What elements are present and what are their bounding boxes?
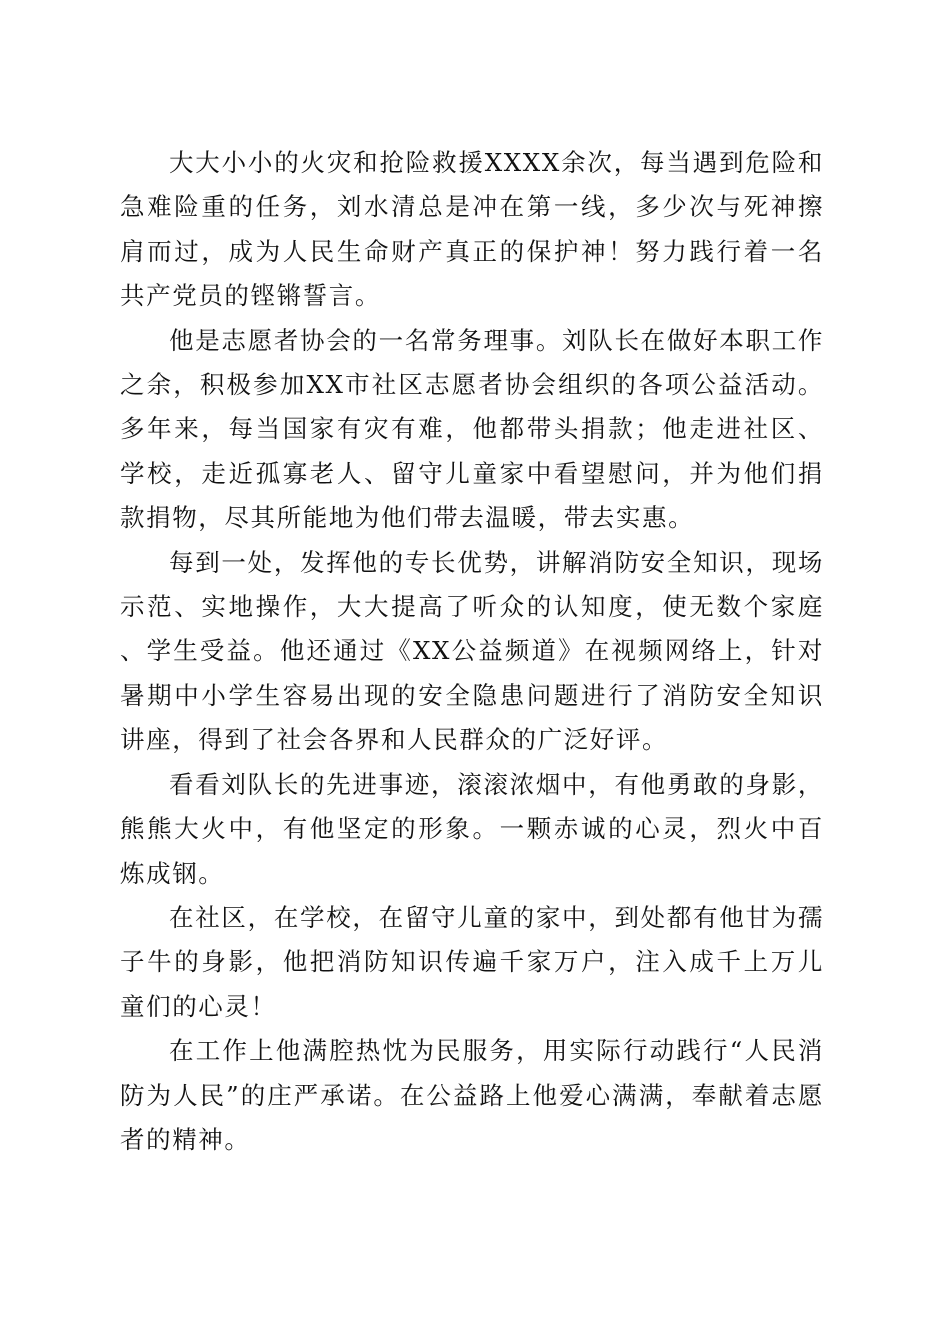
paragraph-5: 在社区，在学校，在留守儿童的家中，到处都有他甘为孺子牛的身影，他把消防知识传遍千家万户，注入成千上万儿童们的心灵！ — [120, 902, 824, 1021]
paragraph-3: 每到一处，发挥他的专长优势，讲解消防安全知识，现场示范、实地操作，大大提高了听众的认知度，使无数个家庭、学生受益。他还通过《XX公益频道》在视频网络上，针对暑期中小学生容易出现的安全隐患问题进行了消防安全知识讲座，得到了社会各界和人民群众的广泛好评。 — [120, 547, 824, 755]
paragraph-6: 在工作上他满腔热忱为民服务，用实际行动践行“人民消防为人民”的庄严承诺。在公益路上他爱心满满，奉献着志愿者的精神。 — [120, 1036, 824, 1154]
paragraph-2: 他是志愿者协会的一名常务理事。刘队长在做好本职工作之余，积极参加XX市社区志愿者协会组织的各项公益活动。多年来，每当国家有灾有难，他都带头捐款；他走进社区、学校，走近孤寡老人、留守儿童家中看望慰问，并为他们捐款捐物，尽其所能地为他们带去温暖，带去实惠。 — [120, 325, 824, 533]
paragraph-4: 看看刘队长的先进事迹，滚滚浓烟中，有他勇敢的身影，熊熊大火中，有他坚定的形象。一颗赤诚的心灵，烈火中百炼成钢。 — [120, 769, 824, 888]
document-body — [120, 141, 824, 1162]
paragraph-1: 大大小小的火灾和抢险救援XXXX余次，每当遇到危险和急难险重的任务，刘水清总是冲在第一线，多少次与死神擦肩而过，成为人民生命财产真正的保护神！努力践行着一名共产党员的铿锵誓言。 — [120, 148, 824, 311]
